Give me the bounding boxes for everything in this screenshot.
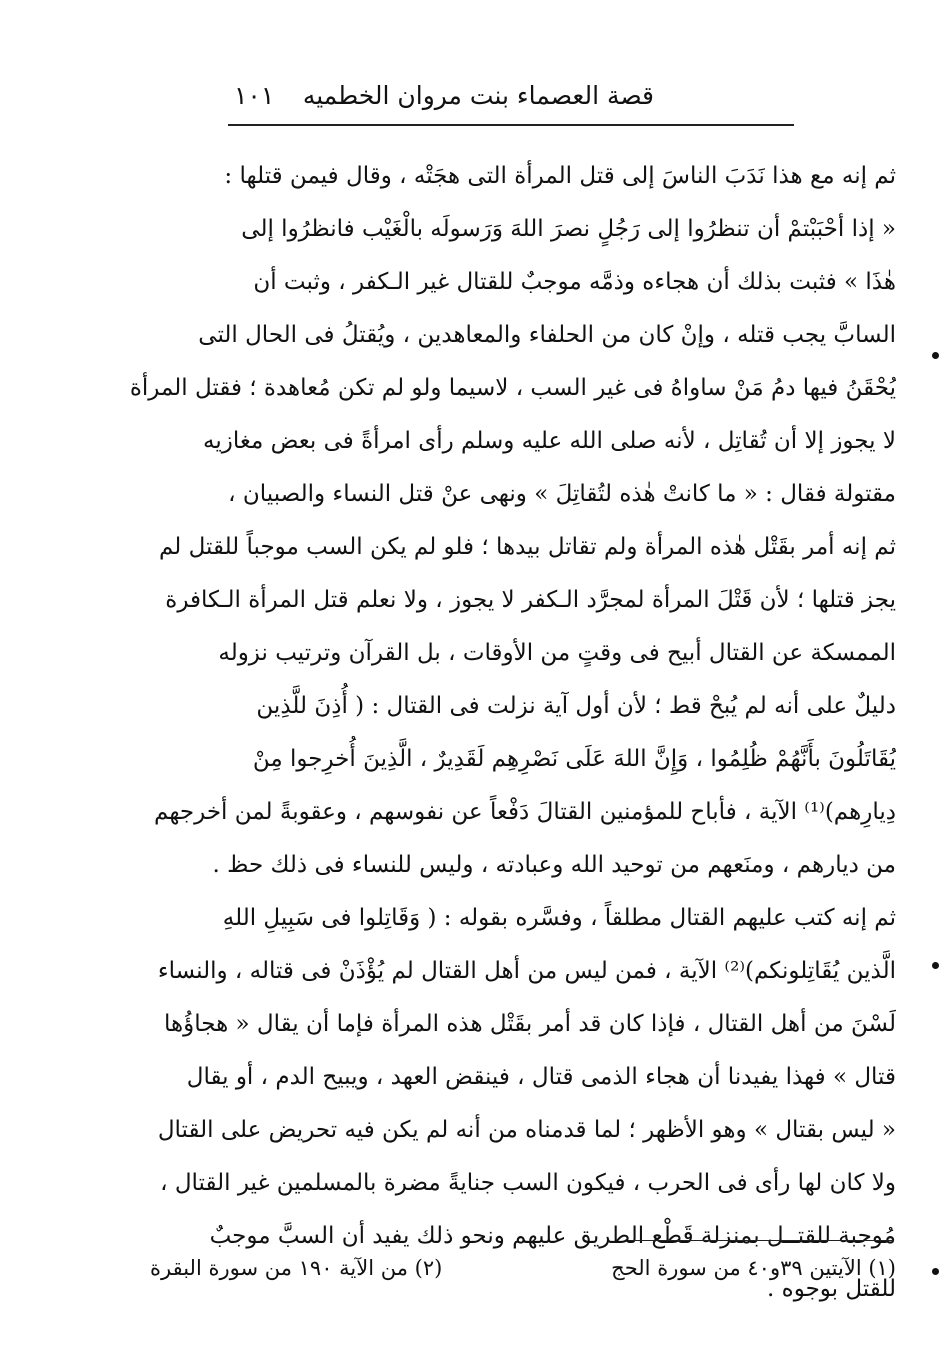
text-line: يُحْقَنُ فيها دمُ مَنْ ساواهُ فى غير السب ، لاسيما ولو لم تكن مُعاهدة ؛ فقتل المرأة — [129, 375, 896, 401]
text-line: قتال » فهذا يفيدنا أن هجاء الذمى قتال ، فينقض العهد ، ويبيح الدم ، أو يقال — [186, 1064, 896, 1090]
margin-dot — [932, 962, 939, 969]
text-line: السابَّ يجب قتله ، وإنْ كان من الحلفاء والمعاهدين ، ويُقتلُ فى الحال التى — [198, 322, 896, 348]
text-line: مُوجبة للقتــل بمنزلة قَطْع الطريق عليهم ونحو ذلك يفيد أن السبَّ موجبٌ — [209, 1223, 896, 1249]
text-line: ثم إنه مع هذا نَدَبَ الناسَ إلى قتل المرأة التى هجَتْه ، وقال فيمن قتلها : — [224, 163, 896, 189]
page-number: ١٠١ — [234, 81, 275, 110]
text-line: ثم إنه أمر بقَتْل هٰذه المرأة ولم تقاتل بيدها ؛ فلو لم يكن السب موجباً للقتل لم — [158, 534, 896, 560]
footnote-rule — [628, 1240, 894, 1241]
text-line: ثم إنه كتب عليهم القتال مطلقاً ، وفسَّره بقوله : ( وَقَاتِلوا فى سَبِيلِ اللهِ — [222, 905, 896, 931]
text-line: الممسكة عن القتال أبيح فى وقتٍ من الأوقات ، بل القرآن وترتيب نزوله — [218, 640, 896, 666]
body-text — [120, 150, 896, 1316]
footnote-2: (٢) من الآية ١٩٠ من سورة البقرة — [150, 1256, 443, 1280]
text-line: « ليس بقتال » وهو الأظهر ؛ لما قدمناه من أنه لم يكن فيه تحريض على القتال — [157, 1117, 896, 1143]
text-line: من ديارهم ، ومنَعهم من توحيد الله وعبادته ، وليس للنساء فى ذلك حظ . — [212, 852, 896, 878]
text-line: يُقَاتَلُونَ بأَنَّهُمْ ظُلِمُوا ، وَإِنَّ اللهَ عَلَى نَصْرِهِم لَقَدِيرٌ ، الَّذِينَ أُخرِجوا مِنْ — [252, 746, 896, 772]
running-title: قصة العصماء بنت مروان الخطميه — [302, 81, 654, 110]
text-line: لا يجوز إلا أن تُقاتِل ، لأنه صلى الله عليه وسلم رأى امرأةً فى بعض مغازيه — [203, 428, 896, 454]
footnote-1: (١) الآيتين ٣٩و٤٠ من سورة الحج — [611, 1256, 896, 1280]
text-line: لَسْنَ من أهل القتال ، فإذا كان قد أمر بقَتْل هذه المرأة فإما أن يقال « هجاؤُها — [164, 1011, 896, 1037]
text-line: دليلٌ على أنه لم يُبحْ قط ؛ لأن أول آية نزلت فى القتال : ( أُذِنَ للَّذِين — [256, 693, 896, 719]
text-line: للقتل بوجوه . — [767, 1276, 896, 1302]
text-line: هٰذَا » فثبت بذلك أن هجاءه وذمَّه موجبٌ للقتال غير الـكفر ، وثبت أن — [253, 269, 896, 295]
page-header — [228, 78, 654, 118]
header-rule — [228, 124, 794, 126]
text-line: مقتولة فقال : « ما كانتْ هٰذه لتُقاتِلَ » ونهى عنْ قتل النساء والصبيان ، — [228, 481, 896, 507]
text-line: « إذا أحْبَبْتمْ أن تنظرُوا إلى رَجُلٍ نصرَ اللهَ وَرَسولَه بالْغَيْب فانظرُوا إلى — [241, 216, 896, 242]
margin-dot — [932, 1268, 939, 1275]
text-line: الَّذين يُقَاتِلونكم)⁽²⁾ الآية ، فمن ليس من أهل القتال لم يُؤْذَنْ فى قتاله ، والنساء — [157, 958, 896, 984]
margin-dot — [932, 352, 939, 359]
text-line: دِيارِهم)⁽¹⁾ الآية ، فأباح للمؤمنين القتالَ دَفْعاً عن نفوسهم ، وعقوبةً لمن أخرجهم — [154, 799, 896, 825]
text-line: يجز قتلها ؛ لأن قَتْلَ المرأة لمجرَّد الـكفر لا يجوز ، ولا نعلم قتل المرأة الـكافرة — [165, 587, 896, 613]
text-line: ولا كان لها رأى فى الحرب ، فيكون السب جنايةً مضرة بالمسلمين غير القتال ، — [160, 1170, 896, 1196]
